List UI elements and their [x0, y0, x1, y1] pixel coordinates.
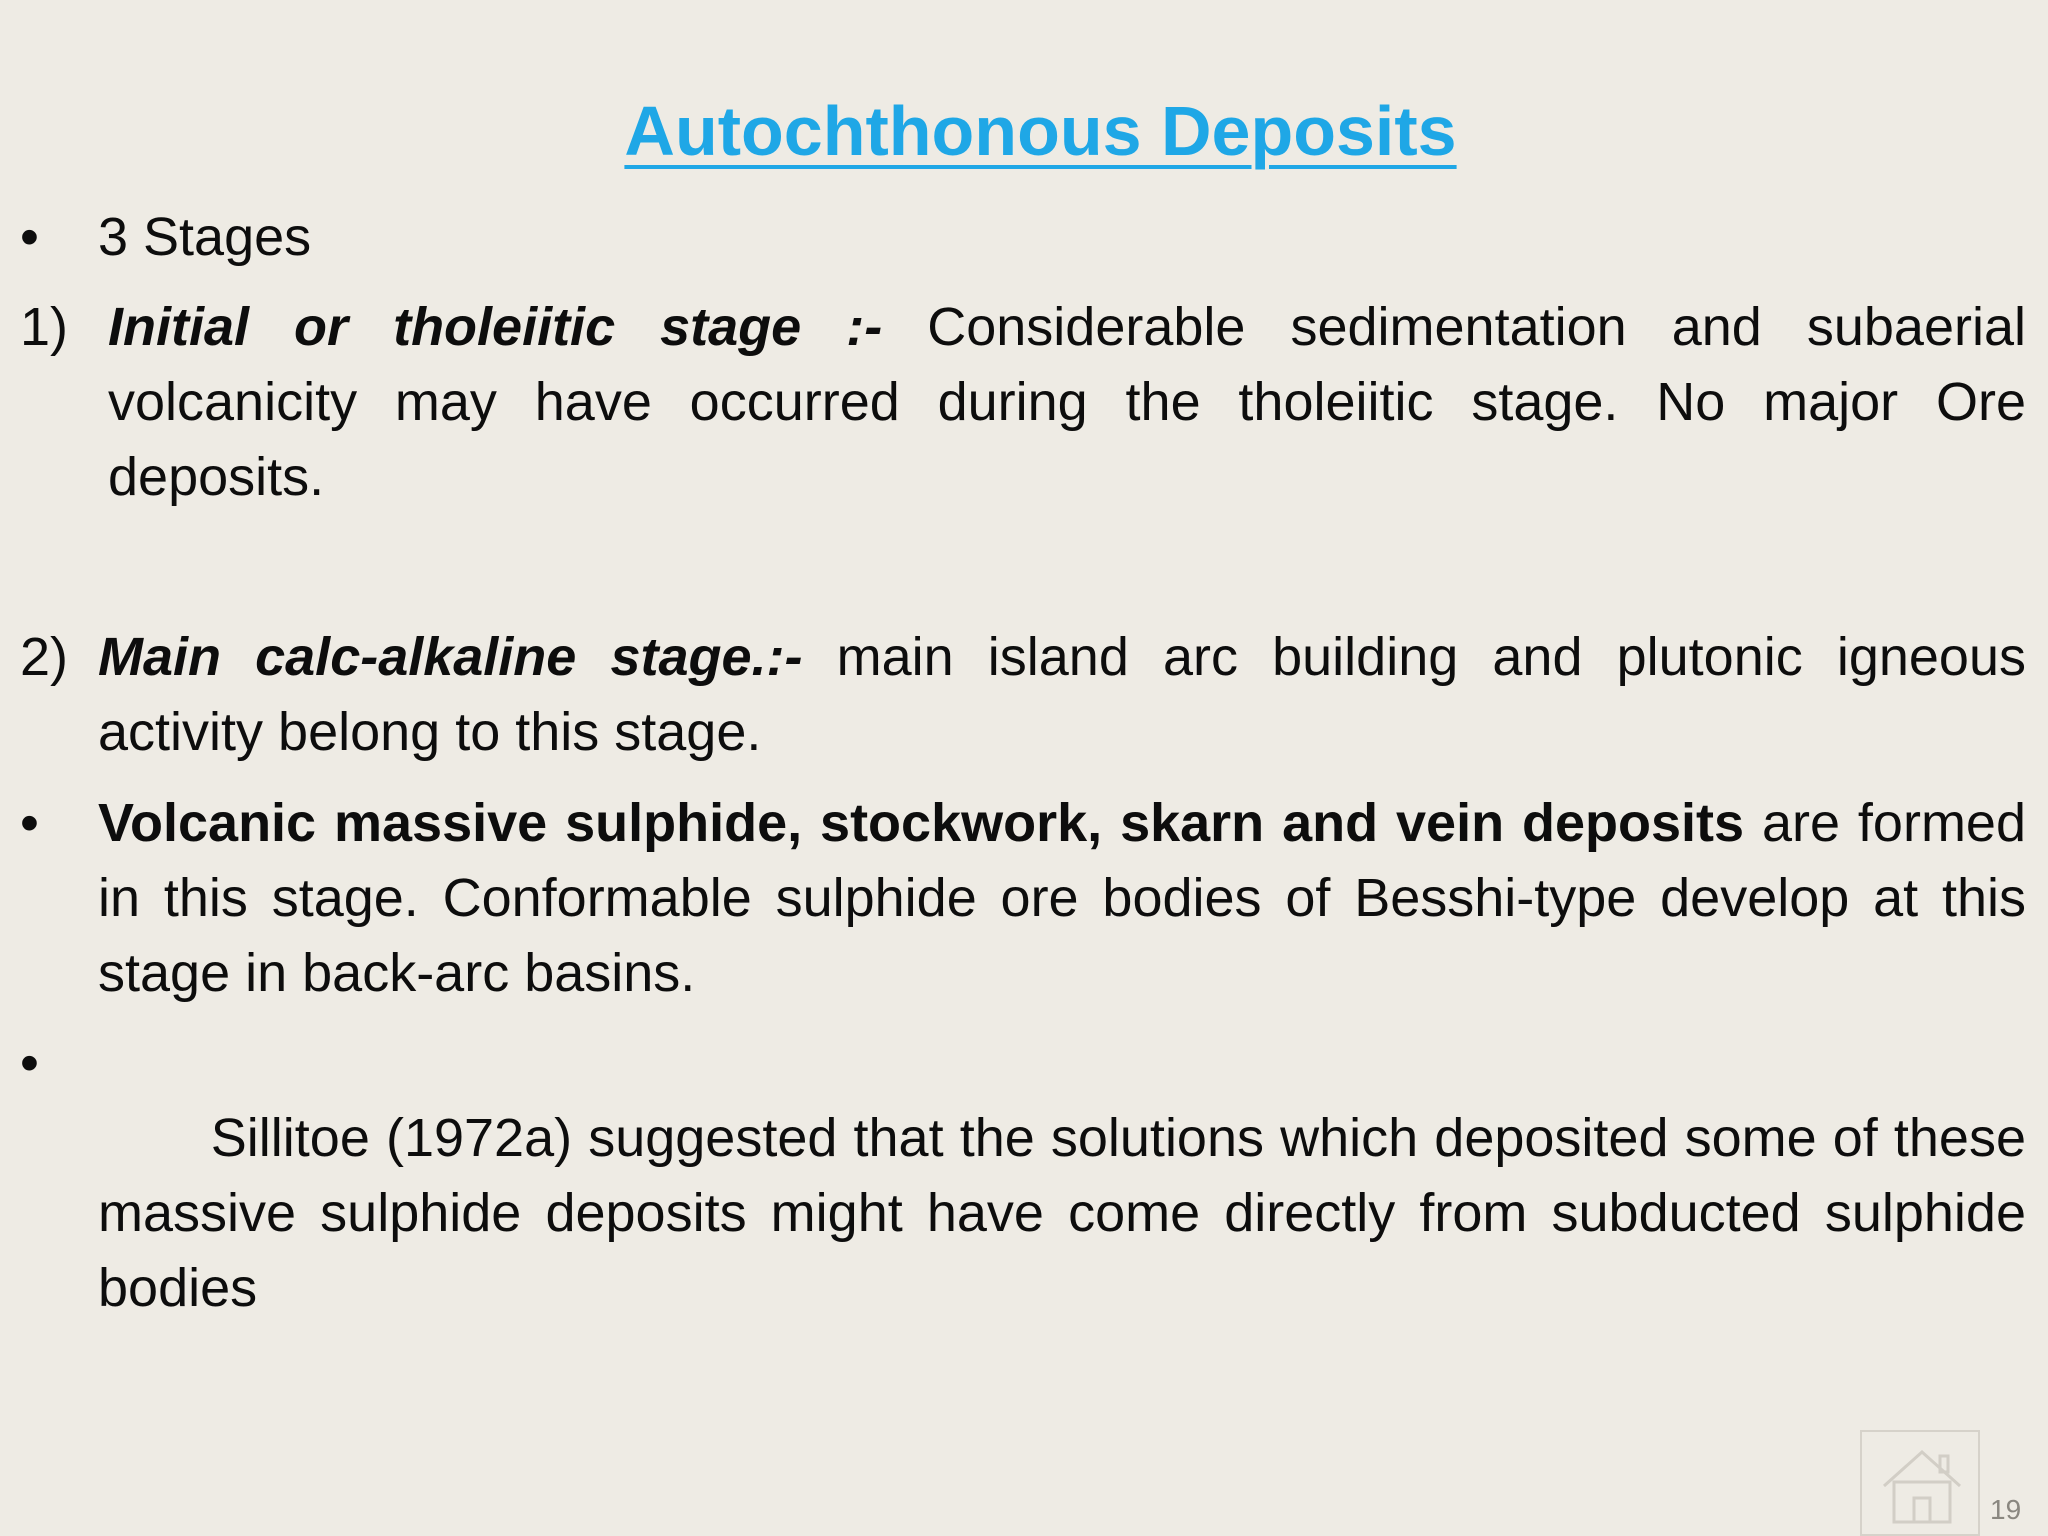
stage-description: Considerable sedimentation and subaerial volcanicity may have occurred during the tholeiitic stage. No major Ore deposits. — [108, 297, 2026, 507]
bullet-marker: • — [20, 793, 39, 853]
bullet-marker: • — [20, 1033, 39, 1093]
bullet-bold-text: Volcanic massive sulphide, stockwork, skarn and vein deposits — [98, 793, 1745, 853]
page-number: 19 — [1990, 1494, 2022, 1525]
bullet-text-plain: Sillitoe (1972a) suggested that the solutions which deposited some of these massive sulphide deposits might have come directly from subducted sulphide bodies — [98, 1108, 2042, 1318]
number-marker: 1) — [20, 297, 69, 357]
number-marker: 2) — [20, 627, 69, 687]
numbered-item-text — [108, 290, 2026, 515]
numbered-item-text — [98, 620, 2026, 770]
bullet-text — [98, 786, 2026, 1011]
bullet-text — [98, 200, 2026, 275]
stage-heading: Main calc-alkaline stage.:- — [98, 627, 803, 687]
bullet-text-plain: 3 Stages — [98, 207, 312, 267]
home-button[interactable] — [1860, 1430, 1980, 1536]
bullet-text-plain: are formed in this stage. Conformable sulphide ore bodies of Besshi-type develop at this stage in back-arc basins. — [98, 793, 2026, 1003]
bullet-text — [98, 1026, 2042, 1401]
slide-title: Autochthonous Deposits — [624, 92, 1457, 170]
home-icon — [1880, 1446, 1964, 1524]
stage-description: main island arc building and plutonic igneous activity belong to this stage. — [98, 627, 2027, 762]
bullet-marker: • — [20, 207, 39, 267]
stage-heading: Initial or tholeiitic stage :- — [108, 297, 883, 357]
